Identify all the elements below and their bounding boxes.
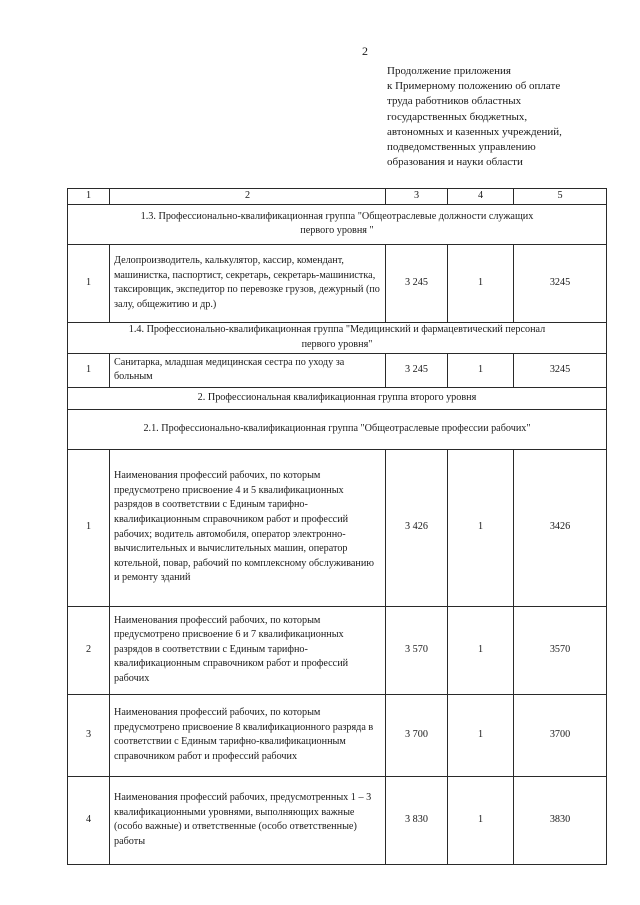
table-row <box>68 244 607 322</box>
row-salary: 3 570 <box>386 606 448 694</box>
header-note <box>387 64 627 170</box>
row-coefficient: 1 <box>448 449 514 606</box>
row-total: 3570 <box>514 606 607 694</box>
row-number: 1 <box>68 244 110 322</box>
table-row <box>68 694 607 776</box>
row-coefficient: 1 <box>448 244 514 322</box>
group-header-line: первого уровня" <box>301 338 373 350</box>
row-total: 3830 <box>514 776 607 864</box>
salary-table <box>67 188 607 865</box>
row-salary: 3 426 <box>386 449 448 606</box>
row-description: Наименования профессий рабочих, предусмотренных 1 – 3 квалификационными уровнями, выполняющих важные (особо важные) и ответственные (особо ответственные) работы <box>110 776 386 864</box>
column-number-row <box>68 189 607 205</box>
row-salary: 3 245 <box>386 353 448 387</box>
header-note-line: автономных и казенных учреждений, <box>387 125 562 138</box>
section-header-row <box>68 387 607 409</box>
group-header-line: 1.3. Профессионально-квалификационная группа "Общеотраслевые должности служащих <box>140 210 534 222</box>
header-note-line: подведомственных управлению <box>387 141 536 154</box>
group-header-row <box>68 322 607 353</box>
row-description: Делопроизводитель, калькулятор, кассир, комендант, машинистка, паспортист, секретарь, секретарь-машинистка, таксировщик, экспедитор по перевозке грузов, дежурный (по залу, общежитию и др.) <box>110 244 386 322</box>
group-header-1-3 <box>68 204 607 244</box>
group-header-row <box>68 409 607 449</box>
row-coefficient: 1 <box>448 694 514 776</box>
header-note-line: образования и науки области <box>387 156 523 169</box>
group-header-row <box>68 204 607 244</box>
row-number: 1 <box>68 353 110 387</box>
row-description: Санитарка, младшая медицинская сестра по уходу за больным <box>110 353 386 387</box>
header-note-line: к Примерному положению об оплате <box>387 80 561 93</box>
column-number: 3 <box>386 189 448 205</box>
page-number: 2 <box>362 44 368 58</box>
row-total: 3700 <box>514 694 607 776</box>
table-row <box>68 606 607 694</box>
column-number: 5 <box>514 189 607 205</box>
row-total: 3245 <box>514 244 607 322</box>
row-coefficient: 1 <box>448 606 514 694</box>
row-salary: 3 700 <box>386 694 448 776</box>
row-number: 3 <box>68 694 110 776</box>
group-header-line: 1.4. Профессионально-квалификационная группа "Медицинский и фармацевтический персонал <box>128 324 546 335</box>
row-total: 3245 <box>514 353 607 387</box>
row-number: 1 <box>68 449 110 606</box>
row-number: 2 <box>68 606 110 694</box>
column-number: 4 <box>448 189 514 205</box>
row-total: 3426 <box>514 449 607 606</box>
table-row <box>68 776 607 864</box>
section-header-2: 2. Профессиональная квалификационная группа второго уровня <box>68 387 607 409</box>
row-coefficient: 1 <box>448 776 514 864</box>
row-salary: 3 245 <box>386 244 448 322</box>
header-note-line: труда работников областных <box>387 95 522 108</box>
column-number: 1 <box>68 189 110 205</box>
group-header-1-4 <box>68 322 607 353</box>
header-note-line: государственных бюджетных, <box>387 110 528 123</box>
column-number: 2 <box>110 189 386 205</box>
row-description: Наименования профессий рабочих, по которым предусмотрено присвоение 6 и 7 квалификационных разрядов в соответствии с Единым тарифно-квалификационным справочником работ и профессий рабочих <box>110 606 386 694</box>
row-salary: 3 830 <box>386 776 448 864</box>
group-header-2-1: 2.1. Профессионально-квалификационная группа "Общеотраслевые профессии рабочих" <box>68 409 607 449</box>
group-header-line: первого уровня " <box>300 225 374 237</box>
row-description: Наименования профессий рабочих, по которым предусмотрено присвоение 8 квалификационного разряда в соответствии с Единым тарифно-квалификационным справочником работ и профессий рабочих <box>110 694 386 776</box>
header-note-line: Продолжение приложения <box>387 65 511 77</box>
row-number: 4 <box>68 776 110 864</box>
row-description: Наименования профессий рабочих, по которым предусмотрено присвоение 4 и 5 квалификационных разрядов в соответствии с Единым тарифно-квалификационным справочником работ и профессий рабочих; водитель автомобиля, оператор электронно-вычислительных и вычислительных машин, оператор котельной, повар, рабочий по комплексному обслуживанию и ремонту зданий <box>110 449 386 606</box>
table-row <box>68 449 607 606</box>
row-coefficient: 1 <box>448 353 514 387</box>
table-row <box>68 353 607 387</box>
